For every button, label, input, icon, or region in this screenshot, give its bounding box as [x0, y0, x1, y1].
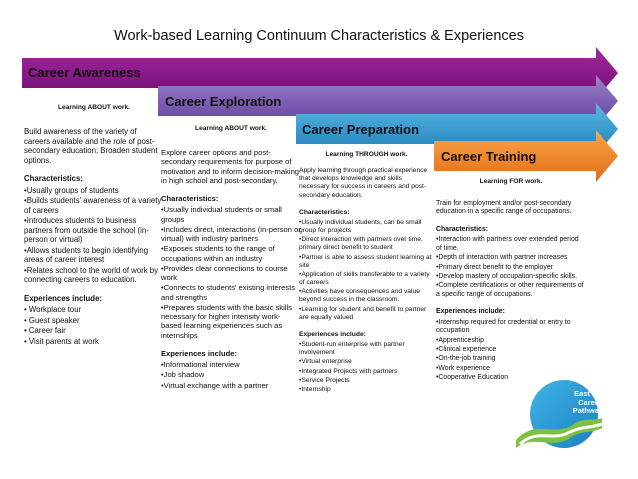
stage-label-exploration: Career Exploration: [165, 94, 282, 109]
list-item: •Develop mastery of occupation-specific skills.: [436, 272, 578, 280]
list-item: •Apprenticeship: [436, 336, 484, 344]
experiences-heading: Experiences include:: [24, 293, 102, 303]
list-item: •Virtual enterprise: [299, 358, 352, 366]
column-subtitle: Learning FOR work.: [479, 178, 543, 185]
list-item: •Builds students' awareness of a variety of careers: [24, 196, 162, 215]
column-subtitle: Learning ABOUT work.: [58, 104, 130, 111]
list-item: •Introduces students to business partners from outside the school (in-person or virtual): [24, 216, 149, 245]
list-item: •Partner is able to assess student learning at site: [299, 253, 432, 269]
list-item: •Informational interview: [161, 360, 240, 370]
characteristics-heading: Characteristics:: [299, 208, 350, 216]
list-item: •Work experience: [436, 364, 490, 372]
list-item: •Learning for student and benefit to partner are equally valued: [299, 305, 427, 321]
column-subtitle: Learning THROUGH work.: [325, 151, 408, 158]
list-item: •Relates school to the world of work by connecting careers to education.: [24, 265, 159, 285]
list-item: •Direct interaction with partners over time, primary direct benefit to student: [299, 236, 423, 252]
list-item: •Service Projects: [299, 376, 350, 384]
list-item: •Usually individual students or small groups: [161, 205, 282, 224]
stage-label-preparation: Career Preparation: [302, 122, 420, 137]
stage-label-training: Career Training: [441, 149, 537, 164]
characteristics-list: [436, 236, 586, 299]
stage-label-awareness: Career Awareness: [28, 65, 141, 80]
characteristics-heading: Characteristics:: [24, 174, 83, 184]
column-career-preparation: [299, 151, 434, 403]
list-item: •Usually individual students, can be small group for projects: [299, 218, 422, 235]
list-item: •Internship required for credential or entry to occupation: [436, 318, 571, 335]
page-title: Work-based Learning Continuum Characteristics & Experiences: [114, 28, 524, 44]
list-item: • Career fair: [24, 326, 66, 336]
column-intro: Build awareness of the variety of careers available and the role of post-secondary education; Broaden student options.: [24, 127, 158, 165]
characteristics-heading: Characteristics:: [161, 194, 219, 204]
list-item: •Provides clear connections to course work: [161, 263, 288, 283]
list-item: •Connects to students' existing interests and strengths: [161, 283, 296, 302]
column-career-awareness: [24, 104, 164, 355]
list-item: • Guest speaker: [24, 315, 80, 325]
list-item: •Integrated Projects with partners: [299, 367, 398, 375]
experiences-list: [24, 305, 164, 346]
list-item: •Depth of interaction with partner increases: [436, 254, 568, 262]
column-career-exploration: [161, 125, 301, 399]
column-subtitle: Learning ABOUT work.: [195, 125, 267, 132]
experiences-list: [161, 360, 301, 390]
list-item: •Cooperative Education: [436, 374, 509, 382]
characteristics-heading: Characteristics:: [436, 225, 489, 233]
characteristics-list: [24, 186, 164, 285]
list-item: •Primary direct benefit to the employer: [436, 263, 553, 271]
list-item: •Clinical experience: [436, 345, 497, 353]
list-item: • Visit parents at work: [24, 336, 99, 346]
characteristics-list: [299, 219, 434, 322]
column-intro: Explore career options and post-secondary requirements for purpose of motivation and to inform decision-making in high school and post-secondary.: [161, 148, 300, 185]
list-item: •Interaction with partners over extended period of time.: [436, 236, 579, 252]
list-item: •Complete certifications or other requirements of a specific range of occupations.: [436, 282, 584, 298]
experiences-heading: Experiences include:: [161, 348, 237, 358]
list-item: •Usually groups of students: [24, 185, 119, 195]
logo-line2: Career Pathways: [572, 397, 608, 416]
list-item: •Prepares students with the basic skills necessary for higher intensity work-based learning experiences such as internships: [161, 302, 292, 340]
logo-line1: East Bay: [574, 389, 606, 398]
list-item: •Activities have consequences and value beyond success in the classroom.: [299, 288, 420, 304]
column-career-training: [436, 178, 586, 392]
column-intro: Train for employment and/or post-secondary education in a specific range of occupations.: [436, 200, 572, 216]
list-item: •Exposes students to the range of occupations within an industry: [161, 244, 275, 263]
experiences-heading: Experiences include:: [436, 308, 505, 316]
list-item: •Job shadow: [161, 370, 205, 380]
logo-text: [565, 390, 615, 416]
column-intro: Apply learning through practical experience that develops knowledge and skills necessary for success in careers and post-secondary education.: [299, 167, 428, 199]
list-item: •Allows students to begin identifying areas of career interest: [24, 245, 149, 265]
list-item: •Student-run enterprise with partner involvement: [299, 341, 405, 357]
experiences-list: [299, 341, 434, 394]
characteristics-list: [161, 205, 301, 340]
list-item: •Virtual exchange with a partner: [161, 380, 269, 390]
list-item: •Includes direct, interactions (in-person or virtual) with industry partners: [161, 224, 301, 244]
list-item: •On-the-job training: [436, 355, 496, 363]
list-item: •Application of skills transferable to a variety of careers: [299, 270, 430, 287]
experiences-heading: Experiences include:: [299, 330, 366, 338]
list-item: • Workplace tour: [24, 305, 82, 315]
experiences-list: [436, 318, 571, 383]
list-item: •Internship: [299, 385, 331, 393]
